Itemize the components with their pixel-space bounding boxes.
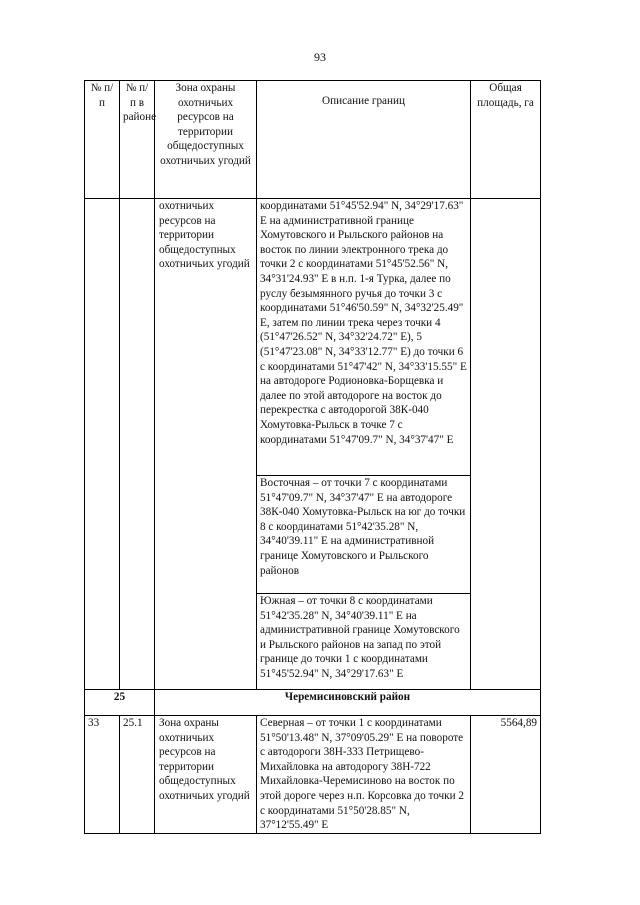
cell-description-north: Северная – от точки 1 с координатами 51°50'13.48" N, 37°09'05.29" E на повороте с автодороги 38Н-333 Петрищево-Михайловка на автодорогу 38Н-722 Михайловка-Черемисиново на восток по этой дороге через н.п. Корсовка до точки 2 с координатами 51°50'28.85" N, 37°12'55.49" E (257, 716, 471, 834)
cell-number: 33 (85, 716, 120, 834)
cell-district-number-empty (120, 199, 155, 690)
header-number: № п/п (85, 81, 120, 199)
section-row (85, 690, 541, 716)
cell-zone-continued: охотничьих ресурсов на территории общедоступных охотничьих угодий (155, 199, 257, 690)
table-row (85, 199, 541, 476)
cell-description-continued: координатами 51°45'52.94" N, 34°29'17.63" E на административной границе Хомутовского и Рыльского районов на восток по линии электронного трека до точки 2 с координатами 51°45'52.56" N, 34°31'24.93" E в н.п. 1-я Турка, далее по руслу безымянного ручья до точки 3 с координатами 51°46'50.59" N, 34°32'25.49" E, затем по линии трека через точки 4 (51°47'26.52" N, 34°32'24.72" E), 5 (51°47'23.08" N, 34°33'12.77" E) до точки 6 с координатами 51°47'42" N, 34°33'15.55" E на автодороге Родионовка-Борщевка и далее по этой автодороге на восток до перекрестка с автодорогой 38К-040 Хомутовка-Рыльск в точке 7 с координатами 51°47'09.7" N, 34°37'47" E (257, 199, 471, 476)
cell-area-empty (471, 199, 541, 690)
header-area: Общая площадь, га (471, 81, 541, 199)
cell-number-empty (85, 199, 120, 690)
cell-description-south: Южная – от точки 8 с координатами 51°42'35.28" N, 34°40'39.11" E на административной границе Хомутовского и Рыльского районов на запад по этой границе до точки 1 с координатами 51°45'52.94" N, 34°29'17.63" E (257, 594, 471, 690)
section-number: 25 (85, 690, 155, 716)
cell-description-east: Восточная – от точки 7 с координатами 51°47'09.7" N, 34°37'47" E на автодороге 38К-040 Хомутовка-Рыльск на юг до точки 8 с координатами 51°42'35.28" N, 34°40'39.11" E на административной границе Хомутовского и Рыльского районов (257, 476, 471, 594)
header-description: Описание границ (257, 81, 471, 199)
header-district-number: № п/п в районе (120, 81, 155, 199)
cell-district-number: 25.1 (120, 716, 155, 834)
page-number: 93 (314, 50, 326, 64)
table-row (85, 716, 541, 834)
cell-zone: Зона охраны охотничьих ресурсов на территории общедоступных охотничьих угодий (155, 716, 257, 834)
cell-area: 5564,89 (471, 716, 541, 834)
table-header-row (85, 81, 541, 199)
boundaries-table (84, 80, 541, 834)
section-name: Черемисиновский район (155, 690, 541, 716)
header-zone: Зона охраны охотничьих ресурсов на территории общедоступных охотничьих угодий (155, 81, 257, 199)
